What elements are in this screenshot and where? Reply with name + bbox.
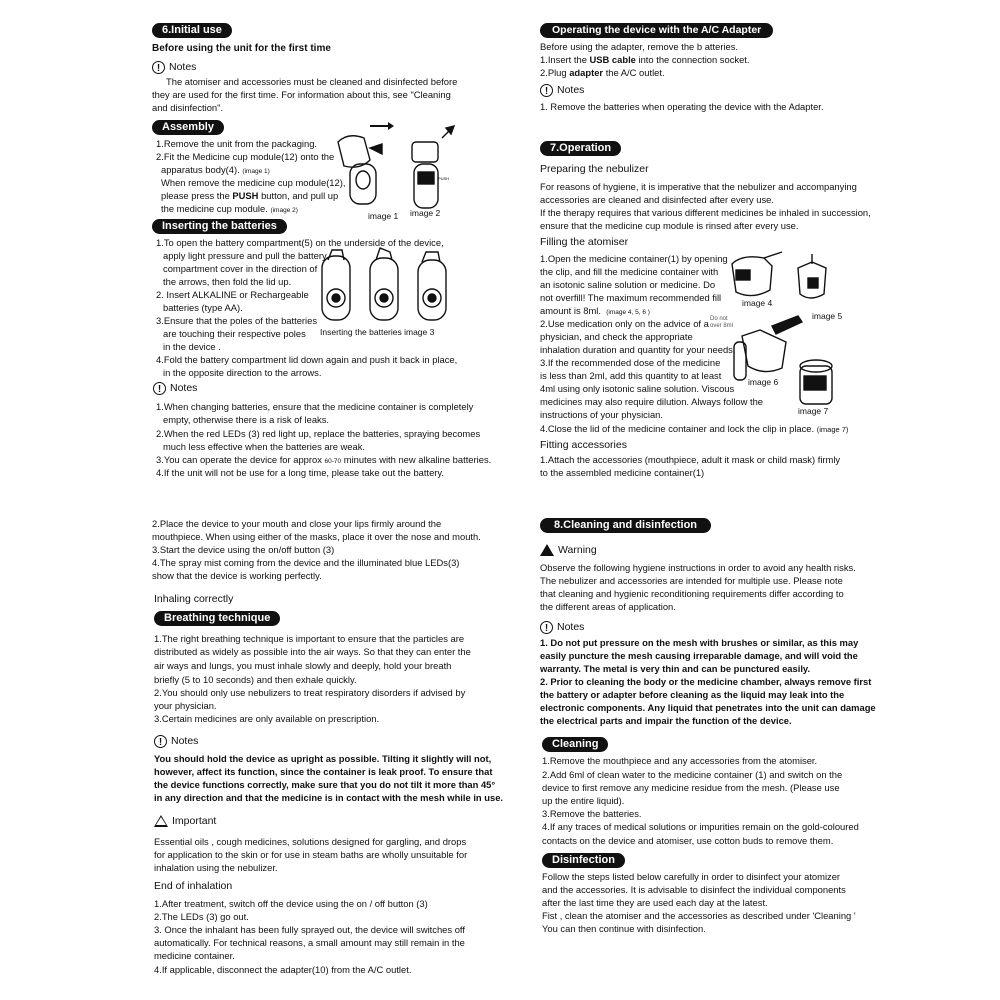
breathing-line: briefly (5 to 10 seconds) and then exhale quickly. bbox=[154, 674, 357, 685]
battery-step: the arrows, then fold the lid up. bbox=[163, 276, 292, 287]
filling-step: instructions of your physician. bbox=[540, 409, 663, 420]
cleaning-heading: Cleaning bbox=[542, 737, 608, 752]
cleaning-step: 1.Remove the mouthpiece and any accessories from the atomiser. bbox=[542, 755, 818, 766]
breathing-line: 3.Certain medicines are only available on prescription. bbox=[154, 713, 380, 724]
adapter-line: 2.Plug adapter the A/C outlet. bbox=[540, 67, 665, 78]
breathing-line: air ways and lungs, you must inhale slowly and deeply, hold your breath bbox=[154, 660, 452, 671]
prep-line: accessories are cleaned and disinfected after every use. bbox=[540, 194, 774, 205]
battery-step: batteries (type AA). bbox=[163, 302, 243, 313]
warning-heading: Warning bbox=[540, 543, 597, 557]
important-heading: Important bbox=[154, 814, 216, 828]
important-line: for application to the skin or for use in steam baths are wholly unsuitable for bbox=[154, 849, 468, 860]
battery-note: 4.If the unit will not be use for a long time, please take out the battery. bbox=[156, 467, 445, 478]
fill-cup-image-5 bbox=[798, 254, 826, 298]
prep-line: If the therapy requires that various different medicines be inhaled in succession, bbox=[540, 207, 871, 218]
push-label: PUSH bbox=[438, 176, 450, 181]
image-3-caption: Inserting the batteries image 3 bbox=[320, 327, 435, 337]
warning-triangle-outline-icon bbox=[154, 815, 168, 827]
filling-step: 1.Open the medicine container(1) by opening bbox=[540, 253, 728, 264]
section-8-heading: 8.Cleaning and disinfection bbox=[540, 518, 711, 533]
adapter-line: 1.Insert the USB cable into the connection socket. bbox=[540, 54, 750, 65]
nebulizer-device-image-1 bbox=[338, 136, 382, 204]
disinfection-line: after the last time they are used each day at the latest. bbox=[542, 897, 768, 908]
battery-note: 2.When the red LEDs (3) red light up, replace the batteries, spraying becomes bbox=[156, 428, 481, 439]
prep-line: ensure that the medicine cup module is rinsed after every use. bbox=[540, 220, 799, 231]
battery-note: 1.When changing batteries, ensure that the medicine container is completely bbox=[156, 401, 474, 412]
notes-heading-2: ! Notes bbox=[153, 381, 197, 395]
warning-line: The nebulizer and accessories are intended for multiple use. Please note bbox=[540, 575, 843, 586]
adapter-line: Before using the adapter, remove the b atteries. bbox=[540, 41, 739, 52]
tilt-note: in any direction and that the medicine is in contact with the mesh while in use. bbox=[154, 792, 504, 803]
battery-step: 2. Insert ALKALINE or Rechargeable bbox=[156, 289, 309, 300]
fitting-step: to the assembled medicine container(1) bbox=[540, 467, 705, 478]
cleaning-note: warranty. The metal is very thin and can be punctured easily. bbox=[540, 663, 811, 674]
filling-step: the clip, and fill the medicine container with bbox=[540, 266, 719, 277]
prep-line: For reasons of hygiene, it is imperative that the nebulizer and accompanying bbox=[540, 181, 857, 192]
battery-step: 1.To open the battery compartment(5) on the underside of the device, bbox=[156, 237, 444, 248]
image-5-caption: image 5 bbox=[812, 311, 843, 321]
end-step: medicine container. bbox=[154, 950, 235, 961]
filling-step: physician, and check the appropriate bbox=[540, 331, 693, 342]
end-step: 1.After treatment, switch off the device using the on / off button (3) bbox=[154, 898, 428, 909]
assembly-step: 1.Remove the unit from the packaging. bbox=[156, 138, 318, 149]
filling-step: 3.If the recommended dose of the medicine bbox=[540, 357, 721, 368]
filling-step: amount is 8ml. (image 4, 5, 6 ) bbox=[540, 305, 650, 316]
battery-step: apply light pressure and pull the battery bbox=[163, 250, 327, 261]
assembly-step: When remove the medicine cup module(12), bbox=[161, 177, 346, 188]
filling-step: 4.Close the lid of the medicine container and lock the clip in place. (image 7) bbox=[540, 423, 849, 434]
filling-step: inhalation duration and quantity for your needs. bbox=[540, 344, 736, 355]
end-step: 3. Once the inhalant has been fully sprayed out, the device will switches off bbox=[154, 924, 465, 935]
fitting-heading: Fitting accessories bbox=[540, 439, 627, 451]
image-4-caption: image 4 bbox=[742, 298, 773, 308]
notes-text-line: The atomiser and accessories must be cleaned and disinfected before bbox=[166, 76, 458, 87]
cleaning-step: up the entire liquid). bbox=[542, 795, 625, 806]
cleaning-step: 4.If any traces of medical solutions or impurities remain on the gold-coloured bbox=[542, 821, 859, 832]
warning-line: the different areas of application. bbox=[540, 601, 676, 612]
image-2-caption: image 2 bbox=[410, 208, 441, 218]
fitting-step: 1.Attach the accessories (mouthpiece, adult it mask or child mask) firmly bbox=[540, 454, 841, 465]
filling-step: is less than 2ml, add this quantity to at least bbox=[540, 370, 722, 381]
battery-step: 3.Ensure that the poles of the batteries bbox=[156, 315, 318, 326]
filling-step: 2.Use medication only on the advice of a bbox=[540, 318, 709, 329]
end-heading: End of inhalation bbox=[154, 880, 233, 892]
disinfection-line: Fist , clean the atomiser and the accessories as described under 'Cleaning ' bbox=[542, 910, 856, 921]
tilt-note: the device functions correctly, make sure that you do not tilt it more than 45° bbox=[154, 779, 496, 790]
important-line: inhalation using the nebulizer. bbox=[154, 862, 278, 873]
assembly-illustration bbox=[330, 120, 460, 215]
battery-note: empty, otherwise there is a risk of leaks. bbox=[163, 414, 330, 425]
adapter-heading: Operating the device with the A/C Adapter bbox=[540, 23, 773, 38]
notes-text-line: they are used for the first time. For information about this, see "Cleaning bbox=[152, 89, 451, 100]
image-1-caption: image 1 bbox=[368, 211, 399, 221]
adapter-notes-heading: ! Notes bbox=[540, 83, 584, 97]
use-step: 3.Start the device using the on/off button (3) bbox=[152, 544, 335, 555]
end-step: automatically. For technical reasons, a small amount may still remain in the bbox=[154, 937, 465, 948]
filling-step: an isotonic saline solution or medicine. Do bbox=[540, 279, 716, 290]
filling-heading: Filling the atomiser bbox=[540, 236, 629, 248]
batteries-heading: Inserting the batteries bbox=[152, 219, 287, 234]
warning-line: Observe the following hygiene instructions in order to avoid any health risks. bbox=[540, 562, 856, 573]
batteries-illustration bbox=[318, 246, 454, 324]
important-line: Essential oils , cough medicines, solutions designed for gargling, and drops bbox=[154, 836, 467, 847]
notes-heading-1: ! Notes bbox=[152, 60, 196, 74]
warning-line: that cleaning and hygienic reconditioning requirements differ according to bbox=[540, 588, 844, 599]
nebulizer-device-image-2 bbox=[412, 126, 454, 208]
adapter-note: 1. Remove the batteries when operating the device with the Adapter. bbox=[540, 101, 824, 112]
info-circle-icon: ! bbox=[152, 61, 165, 74]
battery-note: much less effective when the batteries are weak. bbox=[163, 441, 366, 452]
battery-step: are touching their respective poles bbox=[163, 328, 306, 339]
preparing-heading: Preparing the nebulizer bbox=[540, 163, 649, 175]
info-circle-icon: ! bbox=[540, 84, 553, 97]
breathing-line: 2.You should only use nebulizers to treat respiratory disorders if advised by bbox=[154, 687, 466, 698]
assembly-step: the medicine cup module. (image 2) bbox=[161, 203, 298, 214]
cleaning-note: the battery or adapter before cleaning as the liquid may leak into the bbox=[540, 689, 845, 700]
info-circle-icon: ! bbox=[540, 621, 553, 634]
image-7-caption: image 7 bbox=[798, 406, 829, 416]
filling-illustration bbox=[712, 250, 842, 420]
cleaning-step: contacts on the device and atomiser, use cotton buds to remove them. bbox=[542, 835, 834, 846]
over-8ml-label: over 8ml bbox=[710, 323, 734, 329]
assembly-step: please press the PUSH button, and pull up bbox=[161, 190, 339, 201]
use-step: mouthpiece. When using either of the masks, place it over the nose and mouth. bbox=[152, 531, 481, 542]
battery-step: in the opposite direction to the arrows. bbox=[163, 367, 322, 378]
use-step: 4.The spray mist coming from the device and the illuminated blue LEDs(3) bbox=[152, 557, 460, 568]
battery-note: 3.You can operate the device for approx 60-70 minutes with new alkaline batteries. bbox=[156, 454, 492, 465]
battery-step: compartment cover in the direction of bbox=[163, 263, 318, 274]
disinfection-line: and the accessories. It is advisable to disinfect the individual components bbox=[542, 884, 846, 895]
cleaning-note: 2. Prior to cleaning the body or the medicine chamber, always remove first bbox=[540, 676, 872, 687]
cleaning-note: easily puncture the mesh causing irreparable damage, and will void the bbox=[540, 650, 858, 661]
notes-heading-4: ! Notes bbox=[540, 620, 584, 634]
closed-lid-image-7 bbox=[800, 360, 832, 404]
battery-device-3 bbox=[418, 252, 446, 320]
cleaning-note: the electrical parts and impair the function of the device. bbox=[540, 715, 792, 726]
breathing-line: distributed as widely as possible into the air ways. So that they can enter the bbox=[154, 646, 471, 657]
tilt-note: however, affect its function, since the container is leak proof. To ensure that bbox=[154, 766, 493, 777]
battery-device-2 bbox=[370, 248, 398, 320]
image-6-caption: image 6 bbox=[748, 377, 779, 387]
info-circle-icon: ! bbox=[153, 382, 166, 395]
use-step: 2.Place the device to your mouth and close your lips firmly around the bbox=[152, 518, 442, 529]
do-not-label: Do not bbox=[710, 316, 728, 322]
cleaning-step: 3.Remove the batteries. bbox=[542, 808, 642, 819]
filling-step: not overfill! The maximum recommended fill bbox=[540, 292, 722, 303]
breathing-line: your physician. bbox=[154, 700, 217, 711]
max-fill-image-6 bbox=[734, 316, 802, 380]
filling-step: medicines may also require dilution. Always follow the bbox=[540, 396, 764, 407]
first-time-subtitle: Before using the unit for the first time bbox=[152, 43, 331, 54]
end-step: 4.If applicable, disconnect the adapter(10) from the A/C outlet. bbox=[154, 964, 412, 975]
use-step: show that the device is working perfectly. bbox=[152, 570, 322, 581]
warning-triangle-icon bbox=[540, 544, 554, 556]
tilt-note: You should hold the device as upright as possible. Tilting it slightly will not, bbox=[154, 753, 492, 764]
end-step: 2.The LEDs (3) go out. bbox=[154, 911, 249, 922]
cleaning-step: 2.Add 6ml of clean water to the medicine container (1) and switch on the bbox=[542, 769, 843, 780]
battery-step: 4.Fold the battery compartment lid down again and push it back in place, bbox=[156, 354, 458, 365]
arrow-right-icon bbox=[370, 122, 394, 130]
assembly-step: 2.Fit the Medicine cup module(12) onto the bbox=[156, 151, 335, 162]
section-7-heading: 7.Operation bbox=[540, 141, 621, 156]
notes-heading-3: ! Notes bbox=[154, 734, 198, 748]
notes-text-line: and disinfection". bbox=[152, 102, 224, 113]
disinfection-line: You can then continue with disinfection. bbox=[542, 923, 706, 934]
inhaling-heading: Inhaling correctly bbox=[154, 593, 234, 605]
cleaning-note: electronic components. Any liquid that penetrates into the unit can damage bbox=[540, 702, 876, 713]
breathing-heading: Breathing technique bbox=[154, 611, 280, 626]
cleaning-step: device to first remove any medicine residue from the mesh. (Please use bbox=[542, 782, 840, 793]
section-6-heading: 6.Initial use bbox=[152, 23, 232, 38]
filling-step: 4ml using only isotonic saline solution. Viscous bbox=[540, 383, 735, 394]
battery-step: in the device . bbox=[163, 341, 221, 352]
info-circle-icon: ! bbox=[154, 735, 167, 748]
cleaning-note: 1. Do not put pressure on the mesh with brushes or similar, as this may bbox=[540, 637, 859, 648]
assembly-step: apparatus body(4). (image 1) bbox=[161, 164, 270, 175]
breathing-line: 1.The right breathing technique is important to ensure that the particles are bbox=[154, 633, 465, 644]
disinfection-line: Follow the steps listed below carefully in order to disinfect your atomizer bbox=[542, 871, 841, 882]
open-medicine-cup-image-4 bbox=[732, 252, 782, 296]
battery-device-1 bbox=[322, 250, 350, 320]
disinfection-heading: Disinfection bbox=[542, 853, 625, 868]
assembly-heading: Assembly bbox=[152, 120, 224, 135]
